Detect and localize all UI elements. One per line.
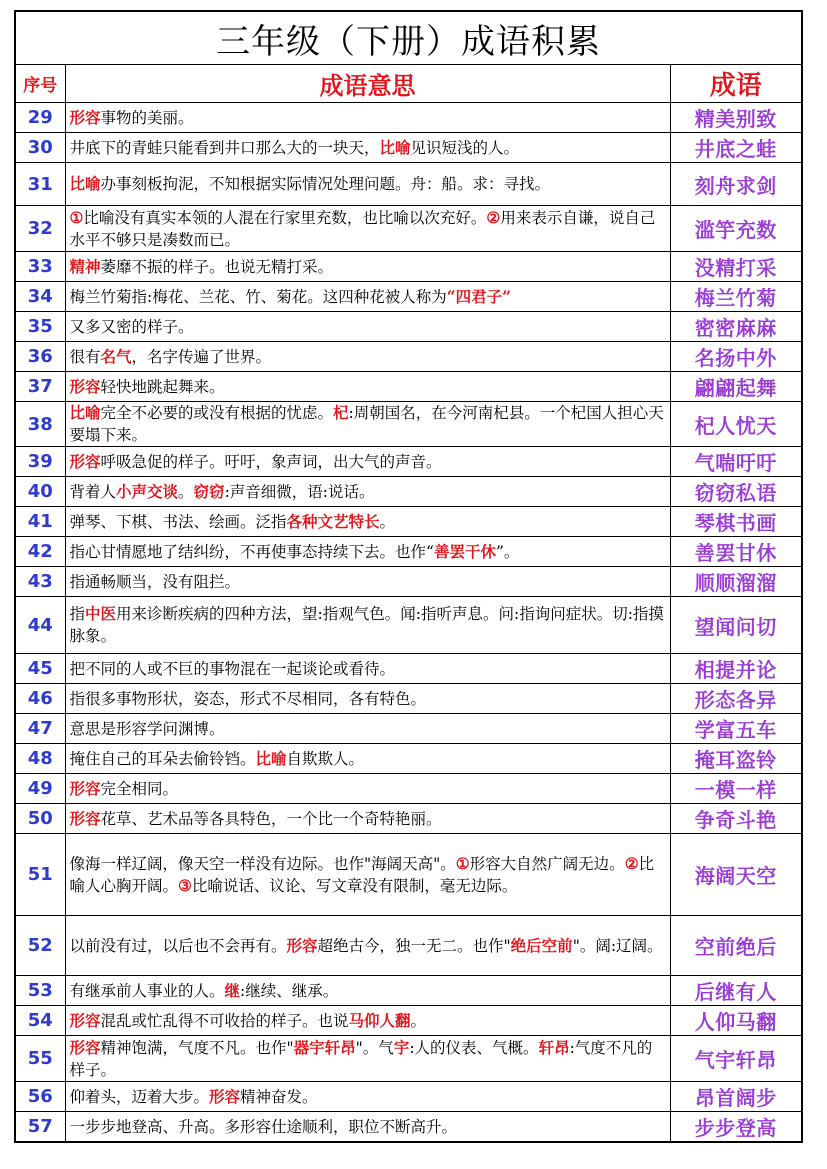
meaning-text: 。: [379, 512, 396, 531]
row-meaning: [65, 206, 670, 252]
highlight-text: 形容: [209, 1086, 241, 1106]
row-idiom: 精美别致: [670, 103, 802, 133]
row-meaning: [65, 1036, 670, 1082]
row-meaning: [65, 804, 670, 834]
row-idiom: 学富五车: [670, 714, 802, 744]
row-meaning: [65, 1082, 670, 1112]
row-idiom: 步步登高: [670, 1112, 802, 1143]
row-idiom: 善罢甘休: [670, 537, 802, 567]
table-row: [15, 1082, 802, 1112]
meaning-text: 形容大自然广阔无边。: [469, 854, 625, 873]
row-meaning: [65, 1006, 670, 1036]
meaning-text: 精神饱满，气度不凡。也作": [100, 1038, 294, 1057]
meaning-text: 花草、艺术品等各具特色，一个比一个奇特艳丽。: [100, 809, 442, 828]
row-idiom: 杞人忧天: [670, 402, 802, 447]
header-idiom: 成语: [670, 65, 802, 103]
row-idiom: 昂首阔步: [670, 1082, 802, 1112]
row-meaning: [65, 342, 670, 372]
row-number: 44: [15, 597, 65, 654]
highlight-text: 继: [224, 980, 241, 1000]
meaning-text: 背着人: [69, 482, 117, 501]
meaning-text: 以前没有过，以后也不会再有。: [69, 936, 287, 955]
row-idiom: 相提并论: [670, 654, 802, 684]
highlight-text: 比喻: [69, 403, 101, 422]
table-row: [15, 133, 802, 163]
table-row: [15, 312, 802, 342]
highlight-text: ②: [486, 207, 501, 227]
table-row: [15, 252, 802, 282]
row-meaning: [65, 252, 670, 282]
page-title: 三年级（下册）成语积累: [15, 11, 802, 65]
highlight-text: 形容: [69, 778, 101, 798]
highlight-text: 轩昂: [538, 1037, 570, 1057]
row-meaning: [65, 744, 670, 774]
table-row: [15, 834, 802, 916]
meaning-text: :周朝国名，在今河南杞县。一个杞国人担心天要塌下来。: [69, 404, 664, 444]
row-idiom: 梅兰竹菊: [670, 282, 802, 312]
highlight-text: 器宇轩昂: [293, 1037, 356, 1057]
meaning-text: 指: [69, 605, 86, 623]
highlight-text: 杞: [333, 403, 349, 422]
highlight-text: ③: [178, 875, 192, 895]
table-row: [15, 774, 802, 804]
meaning-text: 很有: [69, 347, 101, 366]
table-row: [15, 567, 802, 597]
meaning-text: 萎靡不振的样子。也说无精打采。: [100, 257, 334, 276]
meaning-text: 弹琴、下棋、书法、绘画。泛指: [69, 512, 287, 531]
meaning-text: :气度不凡的样子。: [69, 1038, 653, 1079]
row-meaning: [65, 684, 670, 714]
row-number: 54: [15, 1006, 65, 1036]
table-row: [15, 714, 802, 744]
row-number: 52: [15, 916, 65, 976]
meaning-text: 梅兰竹菊指:梅花、兰花、竹、菊花。这四种花被人称为: [69, 287, 447, 306]
highlight-text: 小声交谈: [116, 481, 179, 501]
row-meaning: [65, 1112, 670, 1143]
meaning-text: 意思是形容学问渊博。: [69, 719, 225, 738]
highlight-text: 比喻: [379, 137, 411, 157]
row-idiom: 人仰马翻: [670, 1006, 802, 1036]
table-row: [15, 163, 802, 206]
row-idiom: 海阔天空: [670, 834, 802, 916]
row-meaning: [65, 133, 670, 163]
meaning-text: 比喻没有真实本领的人混在行家里充数，也比喻以次充好。: [83, 208, 487, 227]
meaning-text: 混乱或忙乱得不可收拾的样子。也说: [100, 1011, 349, 1030]
row-number: 51: [15, 834, 65, 916]
row-number: 31: [15, 163, 65, 206]
row-meaning: [65, 312, 670, 342]
row-meaning: [65, 163, 670, 206]
row-idiom: 翩翩起舞: [670, 372, 802, 402]
row-idiom: 形态各异: [670, 684, 802, 714]
row-idiom: 望闻问切: [670, 597, 802, 654]
highlight-text: 宇: [393, 1037, 410, 1057]
row-meaning: [65, 372, 670, 402]
highlight-text: 比喻: [255, 748, 287, 768]
row-meaning: [65, 714, 670, 744]
row-idiom: 刻舟求剑: [670, 163, 802, 206]
table-row: [15, 1006, 802, 1036]
meaning-text: 精神奋发。: [240, 1087, 318, 1106]
meaning-text: 办事刻板拘泥，不知根据实际情况处理问题。舟：船。求：寻找。: [100, 175, 551, 193]
row-number: 30: [15, 133, 65, 163]
meaning-text: :继续、继承。: [240, 981, 339, 1000]
row-meaning: [65, 916, 670, 976]
highlight-text: 形容: [69, 1010, 101, 1030]
row-meaning: [65, 597, 670, 654]
header-meaning: 成语意思: [65, 65, 670, 103]
row-number: 46: [15, 684, 65, 714]
row-idiom: 密密麻麻: [670, 312, 802, 342]
row-idiom: 后继有人: [670, 976, 802, 1006]
meaning-text: 指通畅顺当，没有阻拦。: [69, 572, 241, 591]
meaning-text: 指心甘情愿地了结纠纷，不再使事态持续下去。也作“: [69, 542, 434, 561]
row-idiom: 琴棋书画: [670, 507, 802, 537]
row-meaning: [65, 537, 670, 567]
row-number: 56: [15, 1082, 65, 1112]
table-row: [15, 342, 802, 372]
row-idiom: 没精打采: [670, 252, 802, 282]
meaning-text: 用来诊断疾病的四种方法，望:指观气色。闻:指听声息。问:指询问症状。切:指摸脉象。: [69, 605, 664, 645]
meaning-text: 一步步地登高、升高。多形容仕途顺利，职位不断高升。: [69, 1117, 458, 1136]
meaning-text: 掩住自己的耳朵去偷铃铛。: [69, 749, 256, 768]
row-idiom: 井底之蛙: [670, 133, 802, 163]
row-number: 38: [15, 402, 65, 447]
row-number: 41: [15, 507, 65, 537]
highlight-text: ②: [624, 853, 639, 873]
meaning-text: 有继承前人事业的人。: [69, 981, 225, 1000]
row-number: 50: [15, 804, 65, 834]
row-idiom: 掩耳盗铃: [670, 744, 802, 774]
row-number: 40: [15, 477, 65, 507]
meaning-text: "。气: [355, 1038, 394, 1057]
table-row: [15, 744, 802, 774]
meaning-text: 比喻人心胸开阔。: [69, 854, 655, 895]
row-idiom: 一模一样: [670, 774, 802, 804]
row-idiom: 顺顺溜溜: [670, 567, 802, 597]
highlight-text: 绝后空前: [510, 935, 573, 955]
row-number: 55: [15, 1036, 65, 1082]
table-row: [15, 477, 802, 507]
table-row: [15, 206, 802, 252]
meaning-text: :人的仪表、气概。: [409, 1038, 539, 1057]
row-number: 49: [15, 774, 65, 804]
table-row: [15, 916, 802, 976]
meaning-text: 完全相同。: [100, 779, 179, 798]
row-idiom: 空前绝后: [670, 916, 802, 976]
meaning-text: 完全不必要的或没有根据的忧虑。: [100, 404, 334, 422]
meaning-text: 事物的美丽。: [100, 108, 194, 127]
table-row: [15, 804, 802, 834]
row-meaning: [65, 774, 670, 804]
row-number: 37: [15, 372, 65, 402]
highlight-text: 各种文艺特长: [286, 511, 380, 531]
row-meaning: [65, 567, 670, 597]
meaning-text: 。: [178, 482, 194, 501]
row-idiom: 滥竽充数: [670, 206, 802, 252]
table-row: [15, 402, 802, 447]
idiom-table: [14, 10, 803, 1143]
row-meaning: [65, 447, 670, 477]
row-meaning: [65, 507, 670, 537]
row-number: 35: [15, 312, 65, 342]
meaning-text: "。阔:辽阔。: [572, 936, 663, 955]
highlight-text: 中医: [85, 604, 117, 623]
meaning-text: 又多又密的样子。: [69, 317, 194, 336]
highlight-text: 善罢干休: [433, 541, 496, 561]
meaning-text: 轻快地跳起舞来。: [100, 377, 225, 396]
meaning-text: 像海一样辽阔，像天空一样没有边际。也作"海阔天高"。: [69, 854, 456, 873]
meaning-text: 井底下的青蛙只能看到井口那么大的一块天，: [69, 138, 380, 157]
meaning-text: 见识短浅的人。: [410, 138, 520, 157]
row-number: 42: [15, 537, 65, 567]
meaning-text: 自欺欺人。: [286, 749, 365, 768]
meaning-text: ，名字传遍了世界。: [131, 347, 272, 366]
row-number: 36: [15, 342, 65, 372]
row-number: 53: [15, 976, 65, 1006]
row-number: 57: [15, 1112, 65, 1143]
row-meaning: [65, 976, 670, 1006]
table-row: [15, 507, 802, 537]
table-row: [15, 1112, 802, 1143]
row-idiom: 气喘吁吁: [670, 447, 802, 477]
table-row: [15, 597, 802, 654]
meaning-text: ”。: [495, 542, 520, 561]
row-meaning: [65, 282, 670, 312]
header-number: 序号: [15, 65, 65, 103]
row-number: 29: [15, 103, 65, 133]
row-number: 47: [15, 714, 65, 744]
row-meaning: [65, 477, 670, 507]
table-row: [15, 684, 802, 714]
meaning-text: 呼吸急促的样子。吁吁，象声词，出大气的声音。: [100, 452, 442, 471]
meaning-text: 把不同的人或不巨的事物混在一起谈论或看待。: [69, 659, 396, 678]
idiom-rows: [15, 103, 802, 1143]
row-number: 45: [15, 654, 65, 684]
row-idiom: 争奇斗艳: [670, 804, 802, 834]
row-idiom: 窃窃私语: [670, 477, 802, 507]
table-row: [15, 654, 802, 684]
highlight-text: 窃窃: [193, 481, 225, 501]
meaning-text: :声音细微，语:说话。: [224, 482, 375, 501]
row-number: 43: [15, 567, 65, 597]
meaning-text: 用来表示自谦，说自己水平不够只是凑数而已。: [69, 208, 656, 249]
row-number: 48: [15, 744, 65, 774]
row-number: 33: [15, 252, 65, 282]
highlight-text: 形容: [69, 107, 101, 127]
meaning-text: 比喻说话、议论、写文章没有限制，毫无边际。: [191, 876, 518, 895]
highlight-text: 形容: [286, 935, 318, 955]
highlight-text: 精神: [69, 256, 101, 276]
row-meaning: [65, 654, 670, 684]
highlight-text: 马仰人翻: [348, 1010, 411, 1030]
highlight-text: 形容: [69, 451, 101, 471]
row-meaning: [65, 103, 670, 133]
row-number: 32: [15, 206, 65, 252]
table-row: [15, 372, 802, 402]
row-number: 39: [15, 447, 65, 477]
table-row: [15, 447, 802, 477]
row-idiom: 气宇轩昂: [670, 1036, 802, 1082]
meaning-text: 。: [410, 1011, 427, 1030]
table-row: [15, 103, 802, 133]
highlight-text: 比喻: [69, 174, 101, 193]
table-row: [15, 537, 802, 567]
highlight-text: 形容: [69, 1037, 101, 1057]
row-meaning: [65, 402, 670, 447]
highlight-text: 形容: [69, 808, 101, 828]
meaning-text: 超绝古今，独一无二。也作": [317, 936, 511, 955]
row-meaning: [65, 834, 670, 916]
highlight-text: ①: [455, 853, 470, 873]
highlight-text: ①: [69, 207, 84, 227]
table-row: [15, 282, 802, 312]
meaning-text: 指很多事物形状，姿态，形式不尽相同，各有特色。: [69, 689, 427, 708]
meaning-text: 仰着头，迈着大步。: [69, 1087, 210, 1106]
highlight-text: 形容: [69, 376, 101, 396]
table-row: [15, 976, 802, 1006]
table-row: [15, 1036, 802, 1082]
row-number: 34: [15, 282, 65, 312]
highlight-text: “四君子”: [446, 286, 512, 306]
highlight-text: 名气: [100, 346, 132, 366]
row-idiom: 名扬中外: [670, 342, 802, 372]
